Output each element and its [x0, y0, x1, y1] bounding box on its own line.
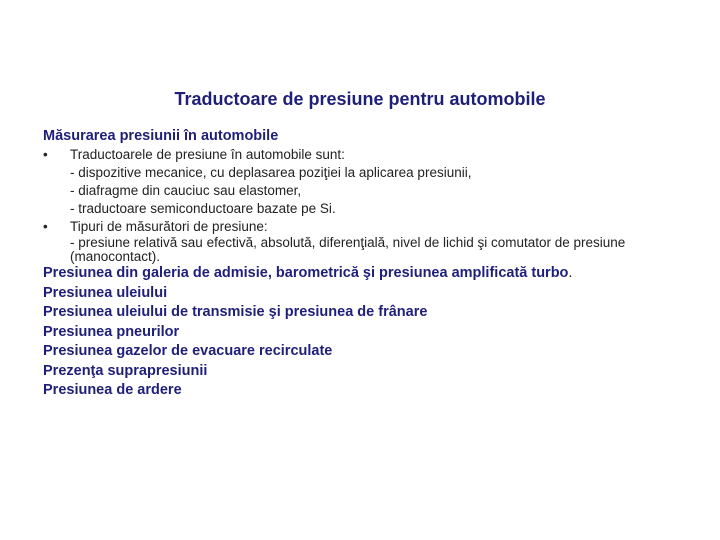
topic-text: Presiunea gazelor de evacuare recirculate: [43, 343, 333, 359]
sub-line: - presiune relativă sau efectivă, absolută, diferenţială, nivel de lichid şi comutator de presiune (manocontact).: [70, 235, 626, 264]
topic-text: Presiunea uleiului de transmisie şi presiunea de frânare: [43, 304, 428, 320]
topic-line: [43, 303, 683, 323]
sub-line: - dispozitive mecanice, cu deplasarea poziţiei la aplicarea presiunii,: [70, 165, 472, 180]
bullet-marker: •: [43, 219, 48, 234]
bullet-text: Tipuri de măsurători de presiune:: [70, 219, 268, 234]
sub-line: - diafragme din cauciuc sau elastomer,: [70, 183, 302, 198]
topic-tail: .: [568, 265, 573, 281]
sub-line: - traductoare semiconductoare bazate pe Si.: [70, 201, 336, 216]
topic-line: [43, 284, 683, 304]
bullet-item: [43, 218, 683, 264]
bullet-text: Traductoarele de presiune în automobile sunt:: [70, 147, 345, 162]
topic-text: Presiunea pneurilor: [43, 323, 180, 340]
topic-text: Presiunea din galeria de admisie, barometrică şi presiunea amplificată turbo: [43, 265, 569, 281]
slide-body: [43, 127, 683, 401]
topic-line: [43, 381, 683, 401]
topic-text: Presiunea de ardere: [43, 382, 182, 398]
section-heading: Măsurarea presiunii în automobile: [43, 128, 279, 144]
topic-line: [43, 264, 683, 284]
topic-line: [43, 362, 683, 382]
topic-line: [43, 342, 683, 362]
topic-text: Prezenţa suprapresiunii: [43, 362, 208, 379]
topic-text: Presiunea uleiului: [43, 284, 168, 301]
bullet-item: [43, 146, 683, 218]
topic-line: [43, 323, 683, 343]
slide-title: Traductoare de presiune pentru automobile: [174, 89, 546, 109]
bullet-marker: •: [43, 147, 48, 162]
